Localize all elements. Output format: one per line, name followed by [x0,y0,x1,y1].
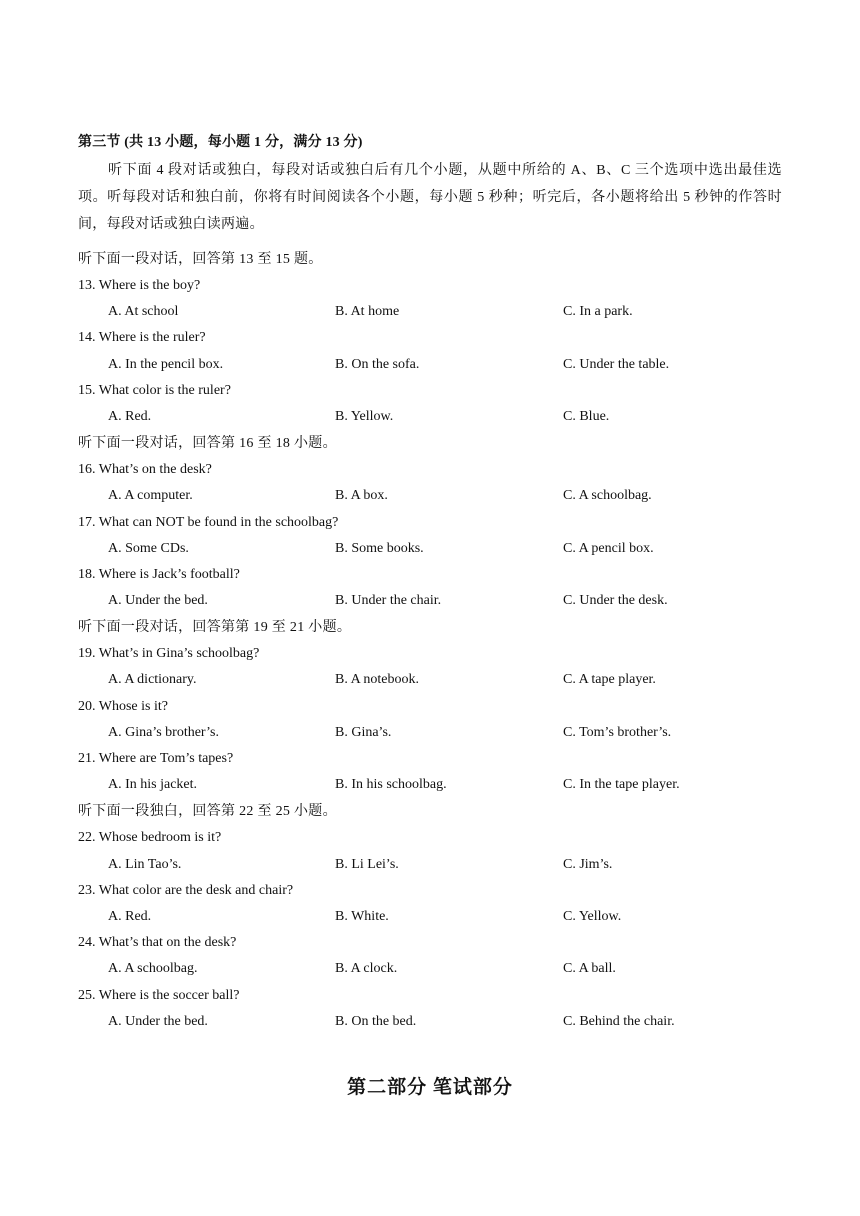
question-stem: 18. Where is Jack’s football? [78,566,240,582]
question-stem: 20. Whose is it? [78,698,168,714]
question-stem: 13. Where is the boy? [78,278,201,293]
option-b: B. Li Lei’s. [335,856,399,872]
section-instructions: 听下面 4 段对话或独白，每段对话或独白后有几个小题，从题中所给的 A、B、C 三个选项中选出最佳选项。听每段对话和独白前，你将有时间阅读各个小题，每小题 5 秒种；听完后，各小题将给出 5 秒钟的作答时间，每段对话或独白读两遍。 [78,163,782,232]
question-stem: 14. Where is the ruler? [78,330,206,346]
question-stem: 22. Whose bedroom is it? [78,830,222,846]
option-c: C. A pencil box. [563,540,654,556]
option-b: B. A notebook. [335,672,420,688]
group-instruction: 听下面一段对话，回答第 16 至 18 小题。 [78,436,337,452]
option-b: B. Some books. [335,540,424,556]
answer-options [78,483,782,509]
option-b: B. Yellow. [335,408,394,424]
option-b: B. Gina’s. [335,724,392,740]
answer-options [78,852,782,878]
group-instruction: 听下面一段对话，回答第 13 至 15 题。 [78,252,323,267]
option-a: A. In his jacket. [108,777,198,793]
option-c: C. Jim’s. [563,856,613,872]
option-a: A. A dictionary. [108,672,197,688]
group-instruction: 听下面一段对话，回答第第 19 至 21 小题。 [78,620,352,636]
question-stem: 15. What color is the ruler? [78,382,231,398]
option-b: B. A clock. [335,961,398,977]
answer-options [78,352,782,378]
option-c: C. Behind the chair. [563,1013,675,1029]
option-c: C. Yellow. [563,908,622,924]
answer-options [78,772,782,798]
section-heading: 第三节 (共 13 小题，每小题 1 分，满分 13 分) [78,135,363,150]
option-a: A. Under the bed. [108,1013,208,1029]
answer-options [78,536,782,562]
answer-options [78,404,782,430]
option-c: C. A schoolbag. [563,488,652,504]
option-b: B. On the sofa. [335,356,420,372]
option-a: A. At school [108,304,179,320]
option-a: A. Red. [108,408,152,424]
option-a: A. Red. [108,908,152,924]
answer-options [78,299,782,325]
option-c: C. Under the table. [563,356,670,372]
option-c: C. Under the desk. [563,593,668,609]
question-stem: 16. What’s on the desk? [78,462,212,478]
answer-options [78,904,782,930]
answer-options [78,720,782,746]
answer-options [78,667,782,693]
answer-options [78,588,782,614]
answer-options [78,956,782,982]
option-a: A. In the pencil box. [108,356,224,372]
option-a: A. Lin Tao’s. [108,856,182,872]
option-b: B. In his schoolbag. [335,777,447,793]
option-c: C. Blue. [563,408,610,424]
question-stem: 19. What’s in Gina’s schoolbag? [78,646,260,662]
question-stem: 17. What can NOT be found in the schoolbag? [78,514,339,530]
option-b: B. White. [335,908,389,924]
question-stem: 24. What’s that on the desk? [78,935,237,951]
option-a: A. Some CDs. [108,540,189,556]
option-c: C. In a park. [563,304,633,320]
option-b: B. Under the chair. [335,593,442,609]
question-stem: 21. Where are Tom’s tapes? [78,751,234,766]
listening-questions [78,246,782,1035]
option-b: B. A box. [335,488,388,504]
option-c: C. Tom’s brother’s. [563,724,672,740]
option-a: A. Under the bed. [108,593,208,609]
option-a: A. A schoolbag. [108,961,198,977]
option-b: B. At home [335,304,400,320]
group-instruction: 听下面一段独白，回答第 22 至 25 小题。 [78,804,337,820]
option-c: C. A ball. [563,961,616,977]
answer-options [78,1009,782,1035]
option-a: A. A computer. [108,488,193,504]
question-stem: 23. What color are the desk and chair? [78,882,294,898]
option-c: C. In the tape player. [563,777,680,793]
option-b: B. On the bed. [335,1013,417,1029]
question-stem: 25. Where is the soccer ball? [78,987,240,1003]
part-title: 第二部分 笔试部分 [347,1077,513,1098]
option-c: C. A tape player. [563,672,656,688]
option-a: A. Gina’s brother’s. [108,724,219,740]
